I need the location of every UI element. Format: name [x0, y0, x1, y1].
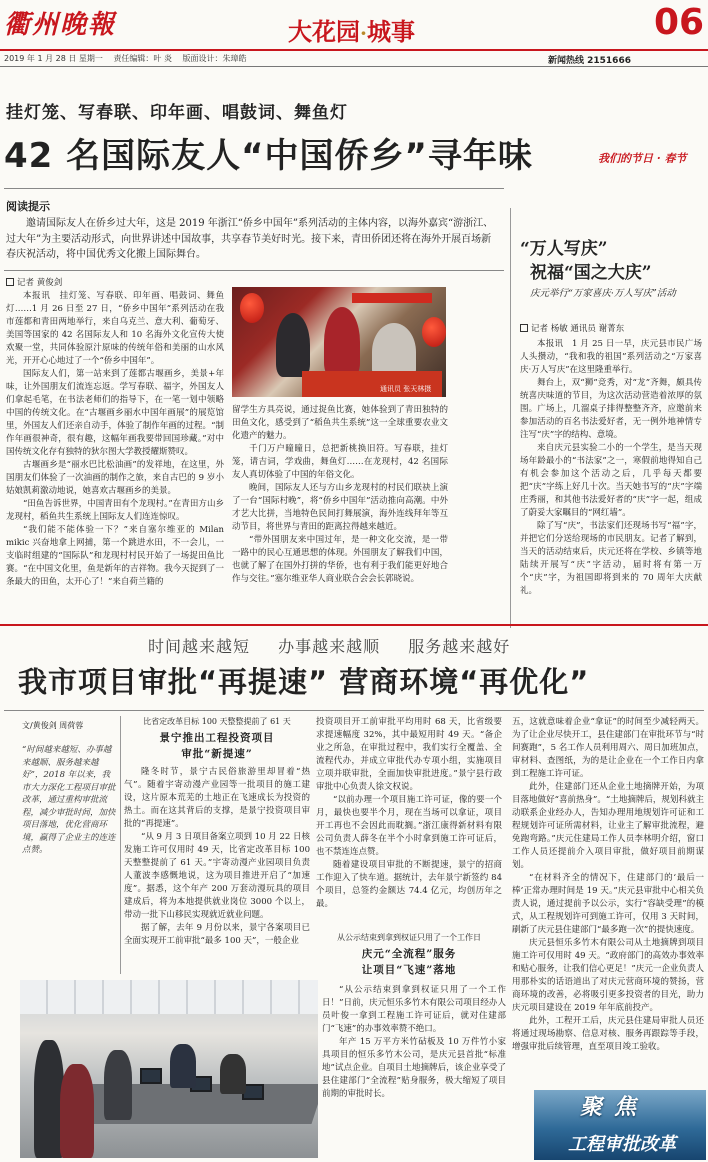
story2-headline: 我市项目审批“再提速” 营商环境“再优化”	[18, 665, 590, 699]
story2-c2-p1: “从 9 月 3 日项目备案立项到 10 月 22 日核发施工许可仅用时 49 天，比省定改革目标 100 天整整提前了 61 天。”宇寄动漫产业园项目负责人董波李感慨地说，这为项目推进开启了“加速度”。据悉，这个年产 200 万套动漫玩具的项目建成后，将为本地提供就业岗位 3000 个以上，带动一批下山移民实现就近就业问题。	[124, 832, 310, 920]
story2-column-3	[316, 716, 502, 928]
story1-c1-p3: “田鱼告诉世界，中国青田有个龙现村。”在青田方山乡龙现村，稻鱼共生系统上国际友人们连连惊叹。	[6, 499, 224, 522]
story1-photo	[232, 287, 446, 397]
story2-column-4	[512, 716, 704, 1086]
story1-column-2	[232, 404, 448, 628]
sub2-title-a: 庆元“全流程”服务	[361, 948, 457, 960]
sub1-kicker: 比省定改革目标 100 天整整提前了 61 天	[143, 717, 291, 726]
photo-credit: 通讯员 张天林摄	[380, 385, 432, 393]
sidebar-p1: 舞台上，双“狮”竞秀，对“龙”齐舞，颇具传统喜庆味道的节目，为这次活动营造着浓厚的氛围。广场上，几溜桌子排得整整齐齐，应邀前来参加活动的百名书法爱好者，无一例外地神情专注写“庆”字的结构、意境。	[520, 378, 702, 440]
sidebar-divider	[510, 208, 511, 628]
story2-c3b-p1: 年产 15 万平方米竹砧板及 10 万件竹小家具项目的恒乐多竹木公司，是庆元县首批“标准地”试点企业。自项目土地摘牌后，该企业享受了县住建部门“全流程”贴身服务，极大缩短了项目前期的审批时长。	[322, 1037, 506, 1099]
section-title: 大花园·城事	[288, 17, 415, 46]
story1-c2-p2: 晚间，国际友人还与方山乡龙现村的村民们联袂上演了一台“国际村晚”，将“侨乡中国年”活动推向高潮。中外才艺大比拼，当地特色民间打舞展演，海外连线拜年等互动节目，将世界与青田的距离拉得越来越近。	[232, 483, 448, 532]
story1-c1-p4: “我们能不能体验一下？”来自塞尔维亚的 Milan mikic 兴奋地拿上网捕，第一个跳进水田，不一会儿，一支临时组建的“国际队”和龙现村村民开始了一场捉田鱼比赛。“在中国文化里，鱼是新年的吉祥物。我今天捉到了一条最大的田鱼，太开心了！”来自荷兰籍的	[6, 525, 224, 587]
story2-column-3b	[322, 984, 506, 1158]
story2-c3b-p0: “从公示结束到拿到权证只用了一个工作日！”日前，庆元恒乐多竹木有限公司项目经办人员叶俊一拿到工程施工许可证后，就对住建部门“飞速”的办事效率赞不绝口。	[322, 985, 506, 1034]
sidebar-p0: 本报讯 1 月 25 日一早，庆元县市民广场人头攒动，“我和我的祖国”系列活动之“万家喜庆·万人写庆”在这里隆重举行。	[520, 339, 702, 375]
sidebar-title-2: 祝福“国之大庆”	[530, 263, 652, 283]
focus-tag-top: 聚焦	[580, 1094, 649, 1120]
story2-c4-p0: 五，这就意味着企业“拿证”的时间至少减轻两天。为了让企业尽快开工，县住建部门在审批环节与“时间赛跑”，5 名工作人员利用周六、周日加班加点，审材料、查图纸，为的是让企业在一个工作日内拿到工程施工许可证。	[512, 717, 704, 779]
sidebar-p2: 来自庆元县实验二小的一个学生，是当天现场年龄最小的“书法家”之一，寒假前地得知自己有机会参加这个活动之后，几乎每天都要把“庆”字练上好几十次。当天她书写的“庆”字端庄秀丽，和其他书法爱好者的“庆”字一起，组成了蔚妥大家瞩目的“网红墙”。	[520, 443, 702, 518]
designer-credit: 版面设计：朱璋皓	[182, 54, 247, 63]
story1-headline: 42 名国际友人“中国侨乡”寻年味	[4, 136, 533, 176]
story2-c3-p0: 投资项目开工前审批平均用时 68 天，比省级要求提速幅度 32%，其中最短用时 49 天。“备企业之所急，在审批过程中，我们实行全覆盖、全流程代办，并成立审批代办专项小组，实施项目立项并联审批，全面加快审批进度。”景宁县行政审批中心负责人徐文权说。	[316, 717, 502, 792]
lead-paragraph: 邀请国际友人在侨乡过大年，这是 2019 年浙江“侨乡中国年”系列活动的主体内容，以海外嘉宾“游浙江、过大年”为主要活动形式，向世界讲述中国故事，共享春节美好时光。接下来，青田侨团还将在海外开展百场新春庆祝活动，将中国优秀文化搬上国际舞台。	[6, 218, 494, 260]
sub2-kicker: 从公示结束到拿到权证只用了一个工作日	[337, 933, 481, 942]
story2-c2-p0: 隆冬时节，景宁古民俗旅游里却冒着“热气”。随着宇寄动漫产业园等一批项目的施工建设，这片原本荒芜的土地正在飞速成长为投资的热土。而在这其背后的支撑，是景宁投资项目审批的“再提速”。	[124, 767, 310, 829]
story2-top-rule	[4, 710, 704, 711]
series-tag: 我们的节日 · 春节	[598, 152, 687, 165]
sidebar-byline: 记者 杨敏 通讯员 谢菁东	[520, 322, 624, 334]
story2-c4-p3: 庆元县恒乐多竹木有限公司从土地摘牌到项目施工许可仅用时 49 天。“政府部门的高效办事效率和贴心服务，让我们信心更足！”庆元一企业负责人用那朴实的话语道出了对庆元营商环境的赞扬，营商环境的改善，必将吸引更多投资者的目光，助力庆元项目建设在 2019 年年底前投产。	[512, 938, 704, 1013]
story2-photo	[20, 980, 318, 1158]
story1-c1-p0: 本报讯 挂灯笼、写春联、印年画、唱鼓词、舞鱼灯……1 月 26 日至 27 日，“侨乡中国年”系列活动在我市莲都和青田两地举行，来自乌克兰、意大利、葡萄牙、美国等国家的 42 名国际友人和 10 名海外文化宣传大使欢聚一堂，共同体验原汁原味的传统年俗和美丽的山水风光，开开心心地过了一个“侨乡中国年”。	[6, 291, 224, 366]
lead-label: 阅读提示	[6, 200, 50, 213]
story2-c2-p2: 据了解，去年 9 月份以来，景宁各案项目已全面实现开工前审批“最多 100 天”，一般企业	[124, 923, 310, 946]
lead-divider	[4, 188, 504, 189]
sub2-title-b: 让项目“飞速”落地	[361, 964, 457, 976]
story1-byline: 记者 黄俊剑	[6, 276, 62, 288]
story2-summary: “时间越来越短、办事越来越顺、服务越来越好”，2018 年以来，我市大力深化工程项目审批改革，通过重构审批流程，减少审批时间，加快项目落地，优化营商环境，赢得了企业主的连连点赞。	[22, 745, 116, 855]
story2-c4-p4: 此外，工程开工后，庆元县住建局审批人员还将通过现场勘察、信息对核、服务再跟踪等手段，增强审批后续管理，直至项目竣工验收。	[512, 1016, 704, 1052]
story1-column-1	[6, 290, 224, 628]
section-title-a: 大花园	[288, 17, 360, 46]
news-hotline: 新闻热线 2151666	[548, 56, 631, 66]
newspaper-logo: 衢州晚報	[4, 10, 117, 40]
story2-c3-p2: 随着建设项目审批的不断提速，景宁的招商工作迎入了快车道。据统计，去年景宁新签约 84 个项目，总签约金额达 74.4 亿元，均创历年之最。	[316, 860, 502, 909]
issue-date: 2019 年 1 月 28 日 星期一	[4, 54, 103, 63]
sub1-title-b: 审批“新提速”	[181, 748, 253, 760]
story1-c2-p0: 留学生方具亮说，通过捉鱼比赛，她体验到了青田独特的田鱼文化，感受到了“稻鱼共生系统”这一全球重要农业文化遗产的魅力。	[232, 405, 448, 441]
story1-subhead: 挂灯笼、写春联、印年画、唱鼓词、舞鱼灯	[6, 103, 348, 123]
section-divider	[0, 624, 708, 626]
masthead-meta	[4, 53, 255, 64]
masthead-rule	[0, 49, 708, 51]
story2-byline: 文/黄俊剑 周荷蓉	[22, 721, 84, 730]
sidebar-body	[520, 338, 702, 628]
deck-item-2: 办事越来越顺	[278, 637, 381, 656]
story2-c4-p1: 此外，住建部门还从企业土地摘牌开始，为项目落地做好“喜前热身”。“土地摘牌后，规划科就主动联系企业经办人，告知办理用地规划许可证和工程规划许可证所需材料，让业主了解审批流程，避免跑弯路。”庆元住建局工作人员李林明介绍，窗口工作人员还提前介入项目审批，做好项目前期谋划。	[512, 782, 704, 870]
deck-item-1: 时间越来越短	[148, 637, 251, 656]
story1-c1-p1: 国际友人们，第一站来到了莲都古堰画乡，美景+年味，让外国朋友们流连忘返。学写春联、福字，外国友人们拿起毛笔，在书法老师们的指导下，在一笔一划中领略中国的传统文化。在“古堰画乡丽水中国年画展”的展览馆里，外国友人们还亲自动手，体验了制作年画的过程。“制作年画很神奇，很有趣，这幅年画我要带回国珍藏。”对中国传统文化存有独特的狄尔图大学教授耀斯赞叹。	[6, 369, 224, 457]
story2-divider-1	[120, 716, 121, 974]
sidebar-p3: 除了写“庆”，书法家们还现场书写“福”字，并把它们分送给现场的市民朋友。记者了解到，当天的活动结束后，庆元还将在学校、乡镇等地陆续开展写“庆”字活动，届时将有第一万个“庆”字，为祖国即将到来的 70 周年大庆献礼。	[520, 521, 702, 596]
story1-c2-p3: “带外国朋友来中国过年，是一种文化交流，是一带一路中的民心互通思想的体现。外国朋友了解我们中国，也就了解了在国外打拼的华侨，也有利于我们能更好地合作与交往。”塞尔维亚华人商业联合会会长郭晓说。	[232, 535, 448, 584]
editor-credit: 责任编辑：叶 炎	[113, 54, 172, 63]
deck-item-3: 服务越来越好	[408, 637, 511, 656]
sidebar-subtitle: 庆元举行“万家喜庆·万人写庆”活动	[530, 288, 676, 299]
sidebar-title-1: “万人写庆”	[520, 239, 608, 259]
story2-column-2	[124, 766, 310, 974]
focus-tag	[534, 1090, 706, 1160]
section-title-b: 城事	[366, 17, 415, 46]
lead-bottom-divider	[4, 270, 504, 271]
focus-tag-label: 工程审批改革	[568, 1134, 676, 1155]
story2-c3-p1: “以前办理一个项目施工许可证，像的要一个月，最快也要半个月，现在当场可以拿证，项目开工再也不会因此而耽搁。”浙江康得新材料有限公司负责人薛冬在半个小时拿到施工许可证后，也不禁连连点赞。	[316, 795, 502, 857]
story1-c2-p1: 千门万户曈曈日，总把新桃换旧符。写春联，挂灯笼，请吉词，学戏曲，舞鱼灯……在龙现村，42 名国际友人真切体验了中国的年俗文化。	[232, 444, 448, 480]
story2-c4-p2: “在材料齐全的情况下，住建部门的‘最后一棒’正常办理时间是 19 天。”庆元县审批中心相关负责人说，通过提前予以公示，实行“容缺受理”的模式，从工程规划许可到施工许可，仅用 3 天时间，刷新了庆元县住建部门“最多跑一次”的提快速度。	[512, 873, 704, 935]
sub1-title-a: 景宁推出工程投资项目	[159, 732, 275, 744]
story1-c1-p2: 古堰画乡是“丽水巴比松油画”的发祥地，在这里，外国朋友们体验了一次油画的制作之旅，来自古巴的 9 岁小姑娘凯莉激动地说，她喜欢古堰画乡的美景。	[6, 460, 224, 496]
masthead-rule-thin	[0, 66, 708, 67]
story2-deck	[148, 634, 532, 657]
page-number: 06	[654, 2, 705, 43]
